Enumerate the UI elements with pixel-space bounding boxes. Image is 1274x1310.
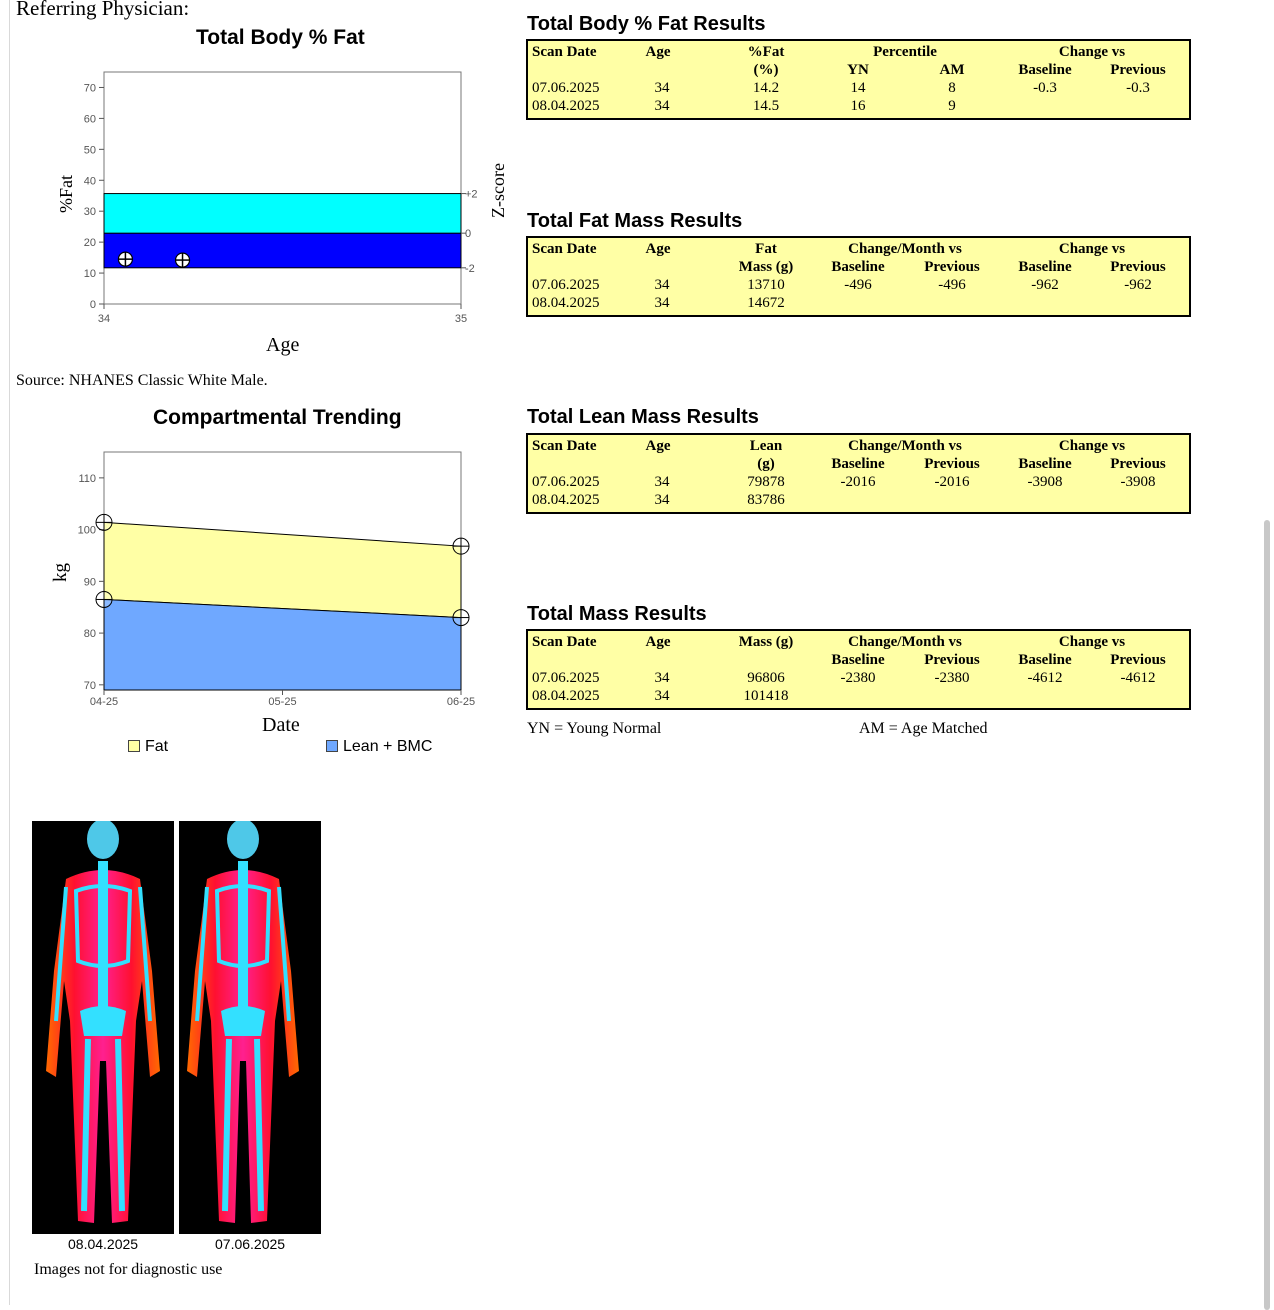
- vertical-scrollbar[interactable]: [1264, 520, 1270, 1310]
- reference-band-0: [104, 233, 461, 268]
- col-baseline: Baseline: [1018, 456, 1072, 472]
- fat-mass-results-title: Total Fat Mass Results: [527, 210, 743, 232]
- row2-value: 14.5: [752, 98, 780, 114]
- row1-baseline: -4612: [1027, 670, 1063, 686]
- y-tick-label-5: 50: [83, 144, 96, 157]
- row1-age: 34: [654, 474, 670, 490]
- col-scan-date: Scan Date: [532, 44, 597, 60]
- col-age: Age: [645, 44, 671, 60]
- col-cm-previous: Previous: [924, 259, 980, 275]
- plot-area: [104, 72, 461, 304]
- pct-fat-ylabel: %Fat: [56, 175, 76, 213]
- pct-fat-chart-title: Total Body % Fat: [196, 26, 365, 49]
- row1-yn: 14: [850, 80, 866, 96]
- row2-age: 34: [654, 98, 670, 114]
- row1-cm-baseline: -496: [844, 277, 872, 293]
- col-value-1: Fat: [755, 241, 777, 257]
- legend-fat-swatch: [128, 740, 140, 752]
- row1-value: 14.2: [752, 80, 780, 96]
- col-pct-fat-2: (%): [753, 62, 779, 78]
- x-tick-label-1: 35: [454, 313, 468, 325]
- fat-mass-results-table: [526, 236, 1191, 317]
- body-scan-image-2: [179, 821, 321, 1234]
- y-tick-label-0: 70: [83, 679, 96, 692]
- col-change-vs: Change vs: [1058, 438, 1126, 454]
- col-age: Age: [645, 438, 671, 454]
- row2-value: 14672: [747, 295, 785, 311]
- zscore-label: Z-score: [488, 163, 508, 218]
- col-cm-baseline: Baseline: [831, 652, 885, 668]
- col-change-month-vs: Change/Month vs: [848, 241, 962, 257]
- legend-lean-swatch: [326, 740, 338, 752]
- row1-age: 34: [654, 80, 670, 96]
- y-tick-label-3: 30: [83, 206, 96, 219]
- lean-mass-results-title: Total Lean Mass Results: [527, 406, 759, 428]
- col-change-vs: Change vs: [1058, 634, 1126, 650]
- col-change-vs: Change vs: [1058, 44, 1126, 60]
- row1-baseline: -962: [1031, 277, 1059, 293]
- row2-value: 101418: [743, 688, 789, 704]
- row1-previous: -0.3: [1126, 80, 1150, 96]
- col-pct-fat-1: %Fat: [747, 44, 785, 60]
- col-baseline: Baseline: [1018, 652, 1072, 668]
- row2-date: 08.04.2025: [532, 688, 600, 704]
- col-change-vs: Change vs: [1058, 241, 1126, 257]
- left-page-border: [9, 0, 10, 1305]
- total-mass-results-title: Total Mass Results: [527, 603, 707, 625]
- row1-baseline: -3908: [1027, 474, 1063, 490]
- z-tick-label-1: 0: [465, 228, 472, 241]
- row1-cm-previous: -496: [938, 277, 966, 293]
- row2-date: 08.04.2025: [532, 492, 600, 508]
- row1-previous: -4612: [1120, 670, 1156, 686]
- col-scan-date: Scan Date: [532, 241, 597, 257]
- row1-cm-previous: -2380: [934, 670, 970, 686]
- legend-fat-label: Fat: [145, 738, 169, 755]
- legend-fat: [128, 738, 168, 756]
- row2-age: 34: [654, 688, 670, 704]
- lean-mass-results-table: [526, 433, 1191, 514]
- col-cm-baseline: Baseline: [831, 456, 885, 472]
- row1-date: 07.06.2025: [532, 80, 600, 96]
- legend-lean: [326, 738, 432, 756]
- y-tick-label-0: 0: [89, 299, 96, 311]
- trend-chart: [70, 440, 490, 720]
- col-yn: YN: [847, 62, 869, 78]
- y-tick-label-2: 90: [83, 576, 96, 589]
- col-cm-previous: Previous: [924, 456, 980, 472]
- images-disclaimer: Images not for diagnostic use: [34, 1261, 223, 1278]
- row1-age: 34: [654, 277, 670, 293]
- col-value-2: Mass (g): [738, 259, 794, 275]
- source-note: Source: NHANES Classic White Male.: [16, 372, 268, 389]
- col-previous: Previous: [1110, 259, 1166, 275]
- trend-ylabel: kg: [50, 563, 71, 582]
- body-scan-figure-1: [32, 821, 174, 1234]
- row1-value: 96806: [747, 670, 785, 686]
- y-tick-label-6: 60: [83, 113, 96, 126]
- row1-previous: -962: [1124, 277, 1152, 293]
- x-tick-label-0: 04-25: [89, 696, 119, 708]
- z-tick-label-2: -2: [465, 262, 475, 275]
- col-baseline: Baseline: [1018, 259, 1072, 275]
- y-tick-label-1: 10: [83, 268, 96, 281]
- y-tick-label-1: 80: [83, 628, 96, 641]
- row2-age: 34: [654, 295, 670, 311]
- col-previous: Previous: [1110, 456, 1166, 472]
- referring-physician-label: Referring Physician:: [16, 0, 190, 20]
- col-cm-previous: Previous: [924, 652, 980, 668]
- y-tick-label-4: 110: [78, 472, 96, 485]
- col-change-month-vs: Change/Month vs: [848, 438, 962, 454]
- row1-baseline: -0.3: [1033, 80, 1057, 96]
- col-percentile: Percentile: [873, 44, 937, 60]
- col-change-month-vs: Change/Month vs: [848, 634, 962, 650]
- row2-am: 9: [948, 98, 956, 114]
- col-cm-baseline: Baseline: [831, 259, 885, 275]
- trend-chart-title: Compartmental Trending: [153, 406, 402, 429]
- reference-band-1: [104, 194, 461, 234]
- row1-date: 07.06.2025: [532, 277, 600, 293]
- x-tick-label-2: 06-25: [446, 696, 476, 708]
- row1-am: 8: [948, 80, 956, 96]
- x-tick-label-0: 34: [97, 313, 111, 325]
- total-mass-results-table: [526, 629, 1191, 710]
- y-tick-label-7: 70: [83, 82, 96, 95]
- row2-age: 34: [654, 492, 670, 508]
- pct-fat-xlabel: Age: [266, 334, 300, 356]
- body-scan-image-1: [32, 821, 174, 1234]
- col-value-1: Mass (g): [738, 634, 794, 650]
- col-scan-date: Scan Date: [532, 634, 597, 650]
- row1-cm-baseline: -2016: [840, 474, 876, 490]
- row2-yn: 16: [850, 98, 866, 114]
- pct-fat-results-title: Total Body % Fat Results: [527, 13, 766, 35]
- x-tick-label-1: 05-25: [268, 696, 297, 708]
- col-scan-date: Scan Date: [532, 438, 597, 454]
- row1-date: 07.06.2025: [532, 474, 600, 490]
- pct-fat-chart: [70, 60, 490, 340]
- row2-value: 83786: [747, 492, 785, 508]
- col-value-1: Lean: [749, 438, 783, 454]
- col-previous: Previous: [1110, 652, 1166, 668]
- z-tick-label-0: +2: [465, 188, 478, 201]
- trend-xlabel: Date: [262, 714, 300, 736]
- footnote-am: AM = Age Matched: [859, 720, 988, 737]
- row1-value: 13710: [747, 277, 785, 293]
- row1-date: 07.06.2025: [532, 670, 600, 686]
- row1-cm-previous: -2016: [934, 474, 970, 490]
- image-date-1: 08.04.2025: [68, 1236, 139, 1252]
- legend-lean-label: Lean + BMC: [343, 738, 433, 755]
- col-baseline: Baseline: [1018, 62, 1072, 78]
- row2-date: 08.04.2025: [532, 98, 600, 114]
- footnote-yn: YN = Young Normal: [527, 720, 662, 737]
- row1-value: 79878: [747, 474, 785, 490]
- col-am: AM: [939, 62, 965, 78]
- col-age: Age: [645, 634, 671, 650]
- y-tick-label-2: 20: [83, 237, 96, 250]
- row1-cm-baseline: -2380: [840, 670, 876, 686]
- row2-date: 08.04.2025: [532, 295, 600, 311]
- y-tick-label-3: 100: [77, 524, 96, 537]
- row1-age: 34: [654, 670, 670, 686]
- body-scan-figure-2: [179, 821, 321, 1234]
- col-previous: Previous: [1110, 62, 1166, 78]
- trend-ylabel-wrap: [50, 556, 70, 586]
- col-value-2: (g): [757, 456, 775, 472]
- row1-previous: -3908: [1120, 474, 1156, 490]
- col-age: Age: [645, 241, 671, 257]
- zscore-label-wrap: [488, 160, 508, 220]
- image-date-2: 07.06.2025: [215, 1236, 286, 1252]
- pct-fat-results-table: [526, 39, 1191, 120]
- y-tick-label-4: 40: [83, 175, 96, 188]
